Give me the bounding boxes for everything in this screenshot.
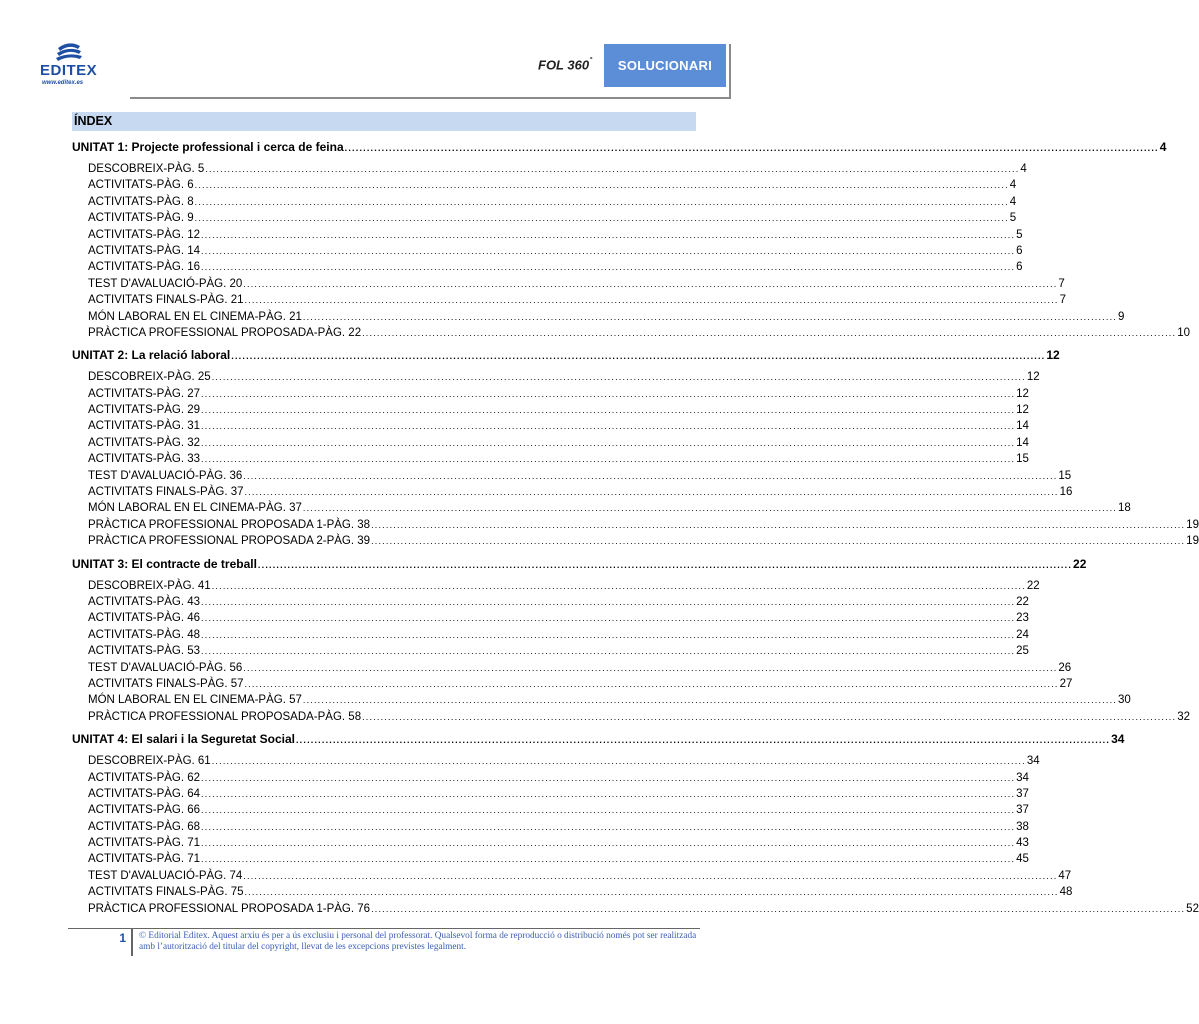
toc-unit-entry-page-number: 34	[1111, 732, 1125, 747]
toc-entry-page-number: 45	[1016, 853, 1029, 866]
dot-leader: ............................................................................................................................................................................................................................	[201, 613, 1016, 624]
toc-entry-label: DESCOBREIX-PÀG. 25	[88, 371, 211, 384]
dot-leader: ............................................................................................................................................................................................................................	[211, 580, 1026, 591]
toc-entry-page-number: 12	[1016, 387, 1029, 400]
toc-entry-label: ACTIVITATS-PÀG. 46	[88, 612, 201, 625]
dot-leader: ............................................................................................................................................................................................................................	[244, 487, 1059, 498]
toc-entry[interactable]	[72, 643, 1029, 659]
toc-entry-label: ACTIVITATS-PÀG. 16	[88, 261, 201, 274]
toc-unit-entry-page-number: 4	[1159, 140, 1167, 154]
dot-leader: ............................................................................................................................................................................................................................	[201, 854, 1016, 865]
toc-entry[interactable]	[72, 161, 1027, 177]
toc-entry-page-number: 23	[1016, 612, 1029, 625]
toc-entry[interactable]	[72, 533, 1199, 549]
toc-entry-page-number: 10	[1177, 326, 1190, 339]
dot-leader: ............................................................................................................................................................................................................................	[302, 311, 1117, 322]
toc-unit-block	[72, 554, 1190, 726]
toc-entry-label: ACTIVITATS-PÀG. 66	[88, 804, 201, 817]
toc-entry-label: PRÀCTICA PROFESSIONAL PROPOSADA 2-PÀG. 39	[88, 535, 371, 548]
dot-leader: ............................................................................................................................................................................................................................	[243, 662, 1058, 673]
toc-entry-label: ACTIVITATS-PÀG. 27	[88, 387, 201, 400]
toc-entry-label: ACTIVITATS-PÀG. 6	[88, 179, 194, 192]
toc-entry-page-number: 15	[1058, 469, 1072, 482]
toc-entry-label: ACTIVITATS-PÀG. 32	[88, 436, 201, 449]
toc-entry[interactable]	[72, 227, 1023, 243]
toc-entry[interactable]	[72, 259, 1023, 275]
toc-entry-page-number: 22	[1016, 595, 1029, 608]
toc-entry[interactable]	[72, 276, 1065, 292]
toc-entry[interactable]	[72, 500, 1131, 516]
toc-entry-page-number: 27	[1059, 677, 1073, 690]
header-divider	[130, 97, 730, 99]
toc-entry-label: ACTIVITATS-PÀG. 9	[88, 212, 194, 225]
toc-entry-page-number: 38	[1016, 820, 1029, 833]
toc-entry-page-number: 7	[1058, 277, 1065, 290]
header-vertical-divider	[729, 44, 731, 99]
toc-entry[interactable]	[72, 369, 1040, 385]
dot-leader: ............................................................................................................................................................................................................................	[344, 143, 1159, 153]
dot-leader: ............................................................................................................................................................................................................................	[201, 596, 1016, 607]
toc-entry-page-number: 12	[1026, 371, 1040, 384]
dot-leader: ............................................................................................................................................................................................................................	[201, 788, 1016, 799]
dot-leader: ............................................................................................................................................................................................................................	[257, 559, 1073, 570]
dot-leader: ............................................................................................................................................................................................................................	[201, 262, 1016, 273]
table-of-contents	[72, 112, 1199, 921]
dot-leader: ............................................................................................................................................................................................................................	[243, 278, 1058, 289]
toc-entry[interactable]	[72, 770, 1029, 786]
dot-leader: ............................................................................................................................................................................................................................	[194, 196, 1009, 207]
toc-entry-label: ACTIVITATS FINALS-PÀG. 37	[88, 486, 244, 499]
toc-unit-block	[72, 345, 1199, 549]
toc-entry-label: TEST D'AVALUACIÓ-PÀG. 36	[88, 469, 243, 482]
toc-entry[interactable]	[72, 786, 1029, 802]
toc-entry[interactable]	[72, 802, 1029, 818]
dot-leader: ............................................................................................................................................................................................................................	[243, 470, 1058, 481]
product-title	[538, 56, 592, 72]
toc-entry-label: ACTIVITATS-PÀG. 8	[88, 195, 194, 208]
dot-leader: ............................................................................................................................................................................................................................	[362, 711, 1177, 722]
toc-entry-label: ACTIVITATS-PÀG. 71	[88, 853, 201, 866]
toc-entry-page-number: 6	[1016, 261, 1023, 274]
toc-unit-entry-label: UNITAT 1: Projecte professional i cerca de feina	[72, 140, 344, 154]
dot-leader: ............................................................................................................................................................................................................................	[302, 503, 1117, 514]
toc-unit-entry-page-number: 12	[1046, 348, 1060, 363]
dot-leader: ............................................................................................................................................................................................................................	[201, 229, 1016, 240]
toc-entry[interactable]	[72, 676, 1073, 692]
toc-entry-page-number: 5	[1016, 228, 1023, 241]
toc-entry-label: ACTIVITATS-PÀG. 62	[88, 771, 201, 784]
logo-wordmark: EDITEX	[40, 62, 98, 79]
dot-leader: ............................................................................................................................................................................................................................	[201, 245, 1016, 256]
section-tab: SOLUCIONARI	[604, 44, 726, 87]
dot-leader: ............................................................................................................................................................................................................................	[205, 164, 1020, 174]
editex-logo	[40, 42, 110, 92]
dot-leader: ............................................................................................................................................................................................................................	[362, 327, 1177, 338]
toc-unit-block	[72, 729, 1199, 917]
toc-unit-entry[interactable]	[72, 345, 1060, 365]
dot-leader: ............................................................................................................................................................................................................................	[201, 805, 1016, 816]
toc-entry[interactable]	[72, 309, 1125, 325]
toc-entry[interactable]	[72, 386, 1029, 402]
dot-leader: ............................................................................................................................................................................................................................	[201, 838, 1016, 849]
toc-entry-label: MÓN LABORAL EN EL CINEMA-PÀG. 37	[88, 502, 302, 515]
dot-leader: ............................................................................................................................................................................................................................	[371, 519, 1186, 530]
toc-entry-label: DESCOBREIX-PÀG. 5	[88, 163, 205, 175]
toc-entry-page-number: 43	[1016, 837, 1029, 850]
toc-entry-label: DESCOBREIX-PÀG. 41	[88, 579, 211, 592]
dot-leader: ............................................................................................................................................................................................................................	[371, 536, 1186, 547]
toc-entry-page-number: 15	[1016, 453, 1029, 466]
dot-leader: ............................................................................................................................................................................................................................	[244, 887, 1059, 898]
dot-leader: ............................................................................................................................................................................................................................	[201, 437, 1016, 448]
toc-entry-label: ACTIVITATS-PÀG. 71	[88, 837, 201, 850]
toc-entry[interactable]	[72, 851, 1029, 867]
dot-leader: ............................................................................................................................................................................................................................	[201, 772, 1016, 783]
toc-entry-label: PRÀCTICA PROFESSIONAL PROPOSADA-PÀG. 58	[88, 710, 362, 723]
toc-entry-page-number: 24	[1016, 628, 1029, 641]
toc-entry-page-number: 34	[1016, 771, 1029, 784]
toc-entry[interactable]	[72, 901, 1199, 917]
toc-entry[interactable]	[72, 517, 1199, 533]
toc-entry[interactable]	[72, 627, 1029, 643]
toc-entry[interactable]	[72, 435, 1029, 451]
toc-list	[72, 137, 1199, 917]
toc-entry-page-number: 48	[1059, 886, 1073, 899]
toc-entry-page-number: 37	[1016, 804, 1029, 817]
toc-entry-label: ACTIVITATS-PÀG. 48	[88, 628, 201, 641]
toc-entry-page-number: 4	[1009, 179, 1017, 192]
toc-unit-entry[interactable]	[72, 137, 1167, 157]
toc-entry-label: ACTIVITATS-PÀG. 43	[88, 595, 201, 608]
toc-entry-label: ACTIVITATS FINALS-PÀG. 75	[88, 886, 244, 899]
toc-entry-page-number: 25	[1016, 645, 1029, 658]
toc-entry-page-number: 16	[1059, 486, 1073, 499]
toc-entry-page-number: 14	[1016, 436, 1029, 449]
toc-entry-label: TEST D'AVALUACIÓ-PÀG. 74	[88, 869, 243, 882]
toc-entry-label: ACTIVITATS-PÀG. 31	[88, 420, 201, 433]
toc-entry-page-number: 14	[1016, 420, 1029, 433]
toc-entry-label: PRÀCTICA PROFESSIONAL PROPOSADA 1-PÀG. 38	[88, 518, 371, 531]
dot-leader: ............................................................................................................................................................................................................................	[231, 351, 1046, 362]
toc-entry-page-number: 9	[1117, 310, 1125, 323]
toc-entry-page-number: 26	[1058, 661, 1072, 674]
dot-leader: ............................................................................................................................................................................................................................	[244, 295, 1059, 306]
toc-entry[interactable]	[72, 819, 1029, 835]
toc-entry-label: ACTIVITATS-PÀG. 53	[88, 645, 201, 658]
toc-entry-label: ACTIVITATS-PÀG. 29	[88, 404, 201, 417]
dot-leader: ............................................................................................................................................................................................................................	[244, 678, 1059, 689]
dot-leader: ............................................................................................................................................................................................................................	[201, 821, 1016, 832]
toc-entry[interactable]	[72, 709, 1190, 725]
toc-entry-page-number: 30	[1117, 694, 1131, 707]
toc-entry[interactable]	[72, 692, 1131, 708]
toc-entry[interactable]	[72, 578, 1040, 594]
dot-leader: ............................................................................................................................................................................................................................	[211, 756, 1026, 767]
toc-unit-entry-label: UNITAT 3: El contracte de treball	[72, 556, 257, 571]
toc-entry-label: ACTIVITATS FINALS-PÀG. 57	[88, 677, 244, 690]
toc-entry-label: ACTIVITATS-PÀG. 64	[88, 787, 201, 800]
toc-entry[interactable]	[72, 210, 1017, 226]
toc-entry-page-number: 52	[1186, 902, 1199, 915]
toc-entry[interactable]	[72, 610, 1029, 626]
copyright-notice: © Editorial Editex. Aquest arxiu és per a ús exclusiu i personal del professorat. Qualsevol forma de reproducció o distribució només pot ser realitzada amb l’autorització del titular del copyright, llevat de les excepcions previstes legalment.	[139, 931, 697, 952]
toc-entry[interactable]	[72, 292, 1067, 308]
dot-leader: ............................................................................................................................................................................................................................	[194, 180, 1009, 191]
page-header	[0, 0, 768, 100]
toc-entry[interactable]	[72, 884, 1073, 900]
toc-entry-label: PRÀCTICA PROFESSIONAL PROPOSADA-PÀG. 22	[88, 326, 362, 339]
toc-entry-label: PRÀCTICA PROFESSIONAL PROPOSADA 1-PÀG. 76	[88, 902, 371, 915]
toc-entry-page-number: 32	[1177, 710, 1190, 723]
toc-entry-label: ACTIVITATS-PÀG. 14	[88, 244, 201, 257]
footer-vertical-divider	[131, 929, 133, 956]
toc-entry-page-number: 47	[1058, 869, 1072, 882]
dot-leader: ............................................................................................................................................................................................................................	[371, 903, 1186, 914]
toc-unit-entry[interactable]	[72, 554, 1087, 574]
dot-leader: ............................................................................................................................................................................................................................	[201, 646, 1016, 657]
logo-url: www.editex.es	[42, 80, 84, 86]
dot-leader: ............................................................................................................................................................................................................................	[201, 405, 1016, 416]
toc-entry[interactable]	[72, 594, 1029, 610]
toc-entry-label: TEST D'AVALUACIÓ-PÀG. 56	[88, 661, 243, 674]
product-title-text: FOL 360	[538, 57, 590, 73]
toc-entry-label: MÓN LABORAL EN EL CINEMA-PÀG. 57	[88, 694, 302, 707]
toc-unit-entry[interactable]	[72, 729, 1125, 749]
toc-entry[interactable]	[72, 868, 1072, 884]
toc-entry[interactable]	[72, 451, 1029, 467]
dot-leader: ............................................................................................................................................................................................................................	[201, 629, 1016, 640]
toc-entry-page-number: 7	[1059, 294, 1067, 307]
toc-unit-entry-label: UNITAT 2: La relació laboral	[72, 348, 231, 363]
dot-leader: ............................................................................................................................................................................................................................	[201, 454, 1016, 465]
dot-leader: ............................................................................................................................................................................................................................	[201, 388, 1016, 399]
toc-entry-label: ACTIVITATS FINALS-PÀG. 21	[88, 294, 244, 307]
toc-entry[interactable]	[72, 468, 1072, 484]
page-footer	[0, 925, 768, 965]
toc-entry-page-number: 6	[1016, 244, 1023, 257]
toc-entry-label: MÓN LABORAL EN EL CINEMA-PÀG. 21	[88, 310, 302, 323]
toc-entry[interactable]	[72, 835, 1029, 851]
index-heading: ÍNDEX	[72, 112, 696, 131]
toc-entry-label: DESCOBREIX-PÀG. 61	[88, 755, 211, 768]
dot-leader: ............................................................................................................................................................................................................................	[194, 213, 1009, 224]
footer-divider	[68, 928, 700, 929]
toc-entry[interactable]	[72, 418, 1029, 434]
editex-logo-icon	[54, 42, 84, 62]
toc-entry[interactable]	[72, 194, 1017, 210]
toc-entry-page-number: 34	[1026, 755, 1040, 768]
toc-entry-page-number: 18	[1117, 502, 1131, 515]
toc-entry-page-number: 4	[1009, 195, 1017, 208]
toc-entry-label: TEST D'AVALUACIÓ-PÀG. 20	[88, 277, 243, 290]
toc-entry[interactable]	[72, 243, 1023, 259]
toc-unit-block	[72, 137, 1190, 341]
dot-leader: ............................................................................................................................................................................................................................	[295, 735, 1111, 746]
toc-entry-page-number: 37	[1016, 787, 1029, 800]
toc-entry-label: ACTIVITATS-PÀG. 68	[88, 820, 201, 833]
dot-leader: ............................................................................................................................................................................................................................	[201, 421, 1016, 432]
dot-leader: ............................................................................................................................................................................................................................	[243, 870, 1058, 881]
toc-entry[interactable]	[72, 484, 1073, 500]
page-number: 1	[119, 931, 126, 945]
toc-entry[interactable]	[72, 402, 1029, 418]
toc-entry-page-number: 19	[1186, 518, 1199, 531]
toc-entry[interactable]	[72, 177, 1017, 193]
toc-entry-page-number: 12	[1016, 404, 1029, 417]
toc-entry-page-number: 5	[1009, 212, 1017, 225]
toc-entry-page-number: 19	[1186, 535, 1199, 548]
toc-entry[interactable]	[72, 325, 1190, 341]
toc-unit-entry-page-number: 22	[1073, 556, 1087, 571]
toc-entry[interactable]	[72, 660, 1072, 676]
product-title-superscript: ˚	[589, 56, 593, 66]
toc-entry-page-number: 4	[1020, 163, 1027, 175]
toc-entry[interactable]	[72, 753, 1040, 769]
toc-unit-entry-label: UNITAT 4: El salari i la Seguretat Social	[72, 732, 295, 747]
toc-entry-page-number: 22	[1026, 579, 1040, 592]
dot-leader: ............................................................................................................................................................................................................................	[211, 372, 1026, 383]
toc-entry-label: ACTIVITATS-PÀG. 33	[88, 453, 201, 466]
dot-leader: ............................................................................................................................................................................................................................	[302, 695, 1117, 706]
toc-entry-label: ACTIVITATS-PÀG. 12	[88, 228, 201, 241]
